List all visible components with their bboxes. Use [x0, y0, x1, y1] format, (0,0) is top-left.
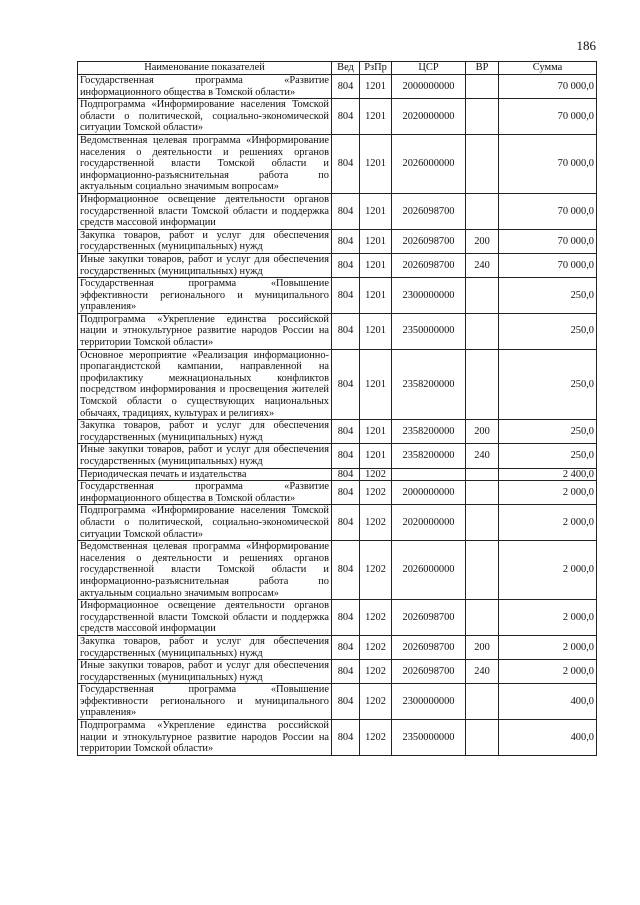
- vr-code: [466, 720, 499, 756]
- vr-code: [466, 468, 499, 481]
- rzpr-code: 1202: [360, 505, 392, 541]
- indicator-name: Государственная программа «Повышение эффективности регионального и муниципального управления»: [78, 278, 332, 314]
- csr-code: 2300000000: [392, 278, 466, 314]
- ved-code: 804: [332, 720, 360, 756]
- table-row: [78, 313, 597, 349]
- amount: 250,0: [499, 278, 597, 314]
- amount: 2 000,0: [499, 505, 597, 541]
- rzpr-code: 1202: [360, 720, 392, 756]
- ved-code: 804: [332, 444, 360, 468]
- table-row: [78, 349, 597, 420]
- csr-code: 2026098700: [392, 253, 466, 277]
- amount: 70 000,0: [499, 253, 597, 277]
- csr-code: 2026098700: [392, 229, 466, 253]
- csr-code: 2350000000: [392, 313, 466, 349]
- ved-code: 804: [332, 420, 360, 444]
- table-row: [78, 505, 597, 541]
- page-number: 186: [576, 38, 596, 53]
- ved-code: 804: [332, 468, 360, 481]
- indicator-name: Периодическая печать и издательства: [78, 468, 332, 481]
- rzpr-code: 1202: [360, 660, 392, 684]
- csr-code: 2300000000: [392, 684, 466, 720]
- amount: 2 000,0: [499, 541, 597, 600]
- csr-code: 2350000000: [392, 720, 466, 756]
- column-header-name: Наименование показателей: [78, 62, 332, 75]
- amount: 2 000,0: [499, 481, 597, 505]
- table-row: [78, 468, 597, 481]
- rzpr-code: 1201: [360, 420, 392, 444]
- table-row: [78, 193, 597, 229]
- amount: 70 000,0: [499, 229, 597, 253]
- table-row: [78, 684, 597, 720]
- indicator-name: Подпрограмма «Укрепление единства российской нации и этнокультурное развитие народов России на территории Томской области»: [78, 720, 332, 756]
- vr-code: [466, 99, 499, 135]
- indicator-name: Закупка товаров, работ и услуг для обеспечения государственных (муниципальных) нужд: [78, 229, 332, 253]
- column-header-sum: Сумма: [499, 62, 597, 75]
- rzpr-code: 1202: [360, 481, 392, 505]
- amount: 2 000,0: [499, 600, 597, 636]
- vr-code: [466, 278, 499, 314]
- indicator-name: Ведомственная целевая программа «Информирование населения о деятельности и решениях органов государственной власти Томской области и информационно-разъяснительная работа по актуальным социально значимым вопросам»: [78, 541, 332, 600]
- vr-code: [466, 684, 499, 720]
- indicator-name: Подпрограмма «Информирование населения Томской области о политической, социально-экономической ситуации Томской области»: [78, 99, 332, 135]
- table-row: [78, 420, 597, 444]
- csr-code: 2000000000: [392, 75, 466, 99]
- vr-code: [466, 481, 499, 505]
- csr-code: [392, 468, 466, 481]
- indicator-name: Ведомственная целевая программа «Информирование населения о деятельности и решениях органов государственной власти Томской области и информационно-разъяснительная работа по актуальным социально значимым вопросам»: [78, 134, 332, 193]
- vr-code: [466, 541, 499, 600]
- csr-code: 2026098700: [392, 660, 466, 684]
- vr-code: 200: [466, 635, 499, 659]
- indicator-name: Закупка товаров, работ и услуг для обеспечения государственных (муниципальных) нужд: [78, 635, 332, 659]
- amount: 250,0: [499, 444, 597, 468]
- vr-code: [466, 134, 499, 193]
- ved-code: 804: [332, 660, 360, 684]
- rzpr-code: 1202: [360, 600, 392, 636]
- vr-code: 240: [466, 253, 499, 277]
- indicator-name: Иные закупки товаров, работ и услуг для обеспечения государственных (муниципальных) нужд: [78, 660, 332, 684]
- indicator-name: Закупка товаров, работ и услуг для обеспечения государственных (муниципальных) нужд: [78, 420, 332, 444]
- table-row: [78, 720, 597, 756]
- vr-code: [466, 313, 499, 349]
- indicator-name: Государственная программа «Развитие информационного общества в Томской области»: [78, 75, 332, 99]
- table-row: [78, 75, 597, 99]
- vr-code: [466, 349, 499, 420]
- table-row: [78, 278, 597, 314]
- csr-code: 2026098700: [392, 635, 466, 659]
- amount: 250,0: [499, 313, 597, 349]
- vr-code: 240: [466, 444, 499, 468]
- csr-code: 2026000000: [392, 134, 466, 193]
- rzpr-code: 1201: [360, 253, 392, 277]
- amount: 2 000,0: [499, 635, 597, 659]
- rzpr-code: 1202: [360, 468, 392, 481]
- amount: 70 000,0: [499, 75, 597, 99]
- table-row: [78, 134, 597, 193]
- ved-code: 804: [332, 600, 360, 636]
- table-row: [78, 600, 597, 636]
- column-header-rzpr: РзПр: [360, 62, 392, 75]
- rzpr-code: 1201: [360, 134, 392, 193]
- csr-code: 2020000000: [392, 99, 466, 135]
- csr-code: 2026000000: [392, 541, 466, 600]
- table-row: [78, 253, 597, 277]
- csr-code: 2358200000: [392, 349, 466, 420]
- budget-table: [77, 61, 597, 756]
- table-row: [78, 229, 597, 253]
- amount: 250,0: [499, 349, 597, 420]
- ved-code: 804: [332, 229, 360, 253]
- rzpr-code: 1201: [360, 75, 392, 99]
- indicator-name: Подпрограмма «Укрепление единства российской нации и этнокультурное развитие народов России на территории Томской области»: [78, 313, 332, 349]
- rzpr-code: 1202: [360, 684, 392, 720]
- rzpr-code: 1201: [360, 313, 392, 349]
- table-row: [78, 99, 597, 135]
- table-row: [78, 481, 597, 505]
- indicator-name: Иные закупки товаров, работ и услуг для обеспечения государственных (муниципальных) нужд: [78, 444, 332, 468]
- csr-code: 2026098700: [392, 600, 466, 636]
- csr-code: 2000000000: [392, 481, 466, 505]
- amount: 2 400,0: [499, 468, 597, 481]
- table-row: [78, 541, 597, 600]
- table-row: [78, 444, 597, 468]
- indicator-name: Государственная программа «Развитие информационного общества в Томской области»: [78, 481, 332, 505]
- vr-code: [466, 505, 499, 541]
- column-header-ved: Вед: [332, 62, 360, 75]
- rzpr-code: 1202: [360, 541, 392, 600]
- ved-code: 804: [332, 505, 360, 541]
- csr-code: 2020000000: [392, 505, 466, 541]
- ved-code: 804: [332, 541, 360, 600]
- ved-code: 804: [332, 349, 360, 420]
- ved-code: 804: [332, 99, 360, 135]
- vr-code: 200: [466, 229, 499, 253]
- rzpr-code: 1201: [360, 193, 392, 229]
- indicator-name: Государственная программа «Повышение эффективности регионального и муниципального управления»: [78, 684, 332, 720]
- ved-code: 804: [332, 684, 360, 720]
- ved-code: 804: [332, 75, 360, 99]
- table-row: [78, 660, 597, 684]
- csr-code: 2358200000: [392, 420, 466, 444]
- indicator-name: Иные закупки товаров, работ и услуг для обеспечения государственных (муниципальных) нужд: [78, 253, 332, 277]
- amount: 70 000,0: [499, 193, 597, 229]
- rzpr-code: 1201: [360, 349, 392, 420]
- vr-code: 200: [466, 420, 499, 444]
- table-header-row: [78, 62, 597, 75]
- ved-code: 804: [332, 278, 360, 314]
- rzpr-code: 1201: [360, 278, 392, 314]
- vr-code: [466, 193, 499, 229]
- column-header-vr: ВР: [466, 62, 499, 75]
- rzpr-code: 1201: [360, 229, 392, 253]
- amount: 400,0: [499, 684, 597, 720]
- rzpr-code: 1202: [360, 635, 392, 659]
- indicator-name: Подпрограмма «Информирование населения Томской области о политической, социально-экономической ситуации Томской области»: [78, 505, 332, 541]
- ved-code: 804: [332, 134, 360, 193]
- csr-code: 2026098700: [392, 193, 466, 229]
- amount: 70 000,0: [499, 99, 597, 135]
- indicator-name: Информационное освещение деятельности органов государственной власти Томской области и поддержка средств массовой информации: [78, 600, 332, 636]
- rzpr-code: 1201: [360, 99, 392, 135]
- amount: 70 000,0: [499, 134, 597, 193]
- amount: 250,0: [499, 420, 597, 444]
- ved-code: 804: [332, 635, 360, 659]
- column-header-csr: ЦСР: [392, 62, 466, 75]
- vr-code: 240: [466, 660, 499, 684]
- rzpr-code: 1201: [360, 444, 392, 468]
- indicator-name: Информационное освещение деятельности органов государственной власти Томской области и поддержка средств массовой информации: [78, 193, 332, 229]
- ved-code: 804: [332, 193, 360, 229]
- indicator-name: Основное мероприятие «Реализация информационно-пропагандистской кампании, направленной на профилактику межнациональных конфликтов посредством информирования и просвещения жителей Томской области о существующих национальных обычаях, традициях, культурах и религиях»: [78, 349, 332, 420]
- ved-code: 804: [332, 481, 360, 505]
- vr-code: [466, 75, 499, 99]
- amount: 2 000,0: [499, 660, 597, 684]
- ved-code: 804: [332, 253, 360, 277]
- table-row: [78, 635, 597, 659]
- amount: 400,0: [499, 720, 597, 756]
- ved-code: 804: [332, 313, 360, 349]
- vr-code: [466, 600, 499, 636]
- csr-code: 2358200000: [392, 444, 466, 468]
